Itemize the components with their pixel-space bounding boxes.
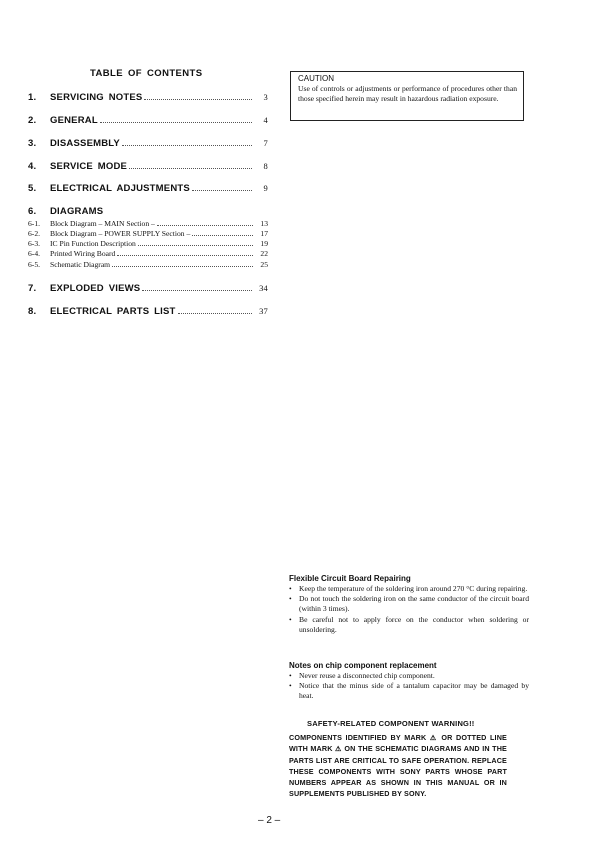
bullet-icon: • [289,594,292,604]
toc-entry-servicing-notes[interactable] [28,92,268,103]
toc-entry-electrical-parts-list[interactable] [28,306,268,317]
toc-subentry-page: 19 [260,239,268,248]
dot-leader [192,190,252,191]
chip-notes-section [289,660,529,702]
chip-notes-heading: Notes on chip component replacement [289,661,437,670]
toc-subentry-block-diagram-power[interactable] [28,229,268,238]
toc-entry-number: 3. [28,138,37,149]
toc-entry-label: ELECTRICAL ADJUSTMENTS [50,183,190,194]
dot-leader [144,99,252,100]
list-item [289,671,529,681]
toc-subentry-label: Block Diagram – POWER SUPPLY Section – [50,229,191,238]
list-item [289,594,529,614]
chip-notes-list [289,671,529,702]
toc-entry-general[interactable] [28,115,268,126]
dot-leader [122,145,252,146]
dot-leader [178,313,252,314]
dot-leader [129,168,252,169]
toc-subentry-page: 22 [260,249,268,258]
page-number: – 2 – [258,815,281,826]
toc-subentry-number: 6-5. [28,260,41,269]
toc-entry-page: 7 [263,138,268,148]
toc-subentry-label: Block Diagram – MAIN Section – [50,219,155,228]
safety-warning-text: COMPONENTS IDENTIFIED BY MARK ⚠ OR DOTTED LINE WITH MARK ⚠ ON THE SCHEMATIC DIAGRAMS AND IN THE PARTS LIST ARE CRITICAL TO SAFE OPERATION. REPLACE THESE COMPONENTS WITH SONY PARTS WHOSE PART NUMBERS APPEAR AS SHOWN IN THIS MANUAL OR IN SUPPLEMENTS PUBLISHED BY SONY. [289,733,507,799]
caution-text: Use of controls or adjustments or performance of procedures other than those specified herein may result in hazardous radiation exposure. [298,84,517,103]
toc-title: TABLE OF CONTENTS [90,68,203,79]
list-item [289,584,529,594]
toc-subentry-label: Printed Wiring Board [50,249,116,258]
toc-entry-electrical-adjustments[interactable] [28,183,268,194]
toc-subentry-page: 17 [260,229,268,238]
toc-subentry-number: 6-3. [28,239,41,248]
toc-entry-page: 4 [263,115,268,125]
toc-subentry-number: 6-4. [28,249,41,258]
toc-entry-number: 7. [28,283,37,294]
toc-entry-label: DISASSEMBLY [50,138,120,149]
toc-entry-number: 4. [28,161,37,172]
dot-leader [157,225,253,226]
toc-entry-page: 3 [263,92,268,102]
toc-subentry-printed-wiring-board[interactable] [28,249,268,258]
toc-entry-disassembly[interactable] [28,138,268,149]
list-item [289,615,529,635]
toc-entry-label: DIAGRAMS [50,206,104,217]
list-item-text: Notice that the minus side of a tantalum capacitor may be damaged by heat. [299,681,529,701]
toc-entry-page: 37 [259,306,268,316]
caution-heading: CAUTION [298,74,334,83]
toc-entry-label: ELECTRICAL PARTS LIST [50,306,176,317]
toc-subentry-number: 6-1. [28,219,41,228]
dot-leader [138,245,253,246]
dot-leader [117,255,253,256]
toc-entry-service-mode[interactable] [28,161,268,172]
dot-leader [142,290,252,291]
toc-entry-exploded-views[interactable] [28,283,268,294]
toc-entry-number: 1. [28,92,37,103]
list-item-text: Keep the temperature of the soldering iron around 270 °C during repairing. [299,584,528,593]
toc-entry-diagrams [28,206,268,217]
flex-board-list [289,584,529,635]
flex-board-heading: Flexible Circuit Board Repairing [289,574,411,583]
bullet-icon: • [289,671,292,680]
safety-warning-title: SAFETY-RELATED COMPONENT WARNING!! [307,719,475,728]
toc-entry-page: 34 [259,283,268,293]
toc-entry-number: 6. [28,206,37,217]
toc-entry-label: SERVICING NOTES [50,92,143,103]
list-item-text: Never reuse a disconnected chip component. [299,671,435,680]
dot-leader [100,122,252,123]
toc-subentry-block-diagram-main[interactable] [28,219,268,228]
caution-box [290,71,524,121]
toc-subentry-number: 6-2. [28,229,41,238]
list-item-text: Do not touch the soldering iron on the same conductor of the circuit board (within 3 times). [299,594,529,614]
toc-subentry-page: 25 [260,260,268,269]
toc-subentry-ic-pin-function[interactable] [28,239,268,248]
toc-entry-number: 5. [28,183,37,194]
bullet-icon: • [289,584,292,593]
bullet-icon: • [289,614,292,624]
toc-subentry-schematic-diagram[interactable] [28,260,268,269]
toc-entry-number: 8. [28,306,37,317]
toc-subentry-label: IC Pin Function Description [50,239,136,248]
list-item-text: Be careful not to apply force on the conductor when soldering or unsoldering. [299,614,529,634]
dot-leader [192,235,253,236]
toc-subentry-page: 13 [260,219,268,228]
bullet-icon: • [289,681,292,691]
toc-entry-label: GENERAL [50,115,98,126]
list-item [289,681,529,701]
toc-entry-label: EXPLODED VIEWS [50,283,141,294]
toc-entry-page: 9 [263,183,268,193]
toc-entry-page: 8 [263,161,268,171]
toc-subentry-label: Schematic Diagram [50,260,111,269]
flex-board-section [289,573,529,635]
dot-leader [112,266,253,267]
toc-entry-label: SERVICE MODE [50,161,128,172]
toc-entry-number: 2. [28,115,37,126]
